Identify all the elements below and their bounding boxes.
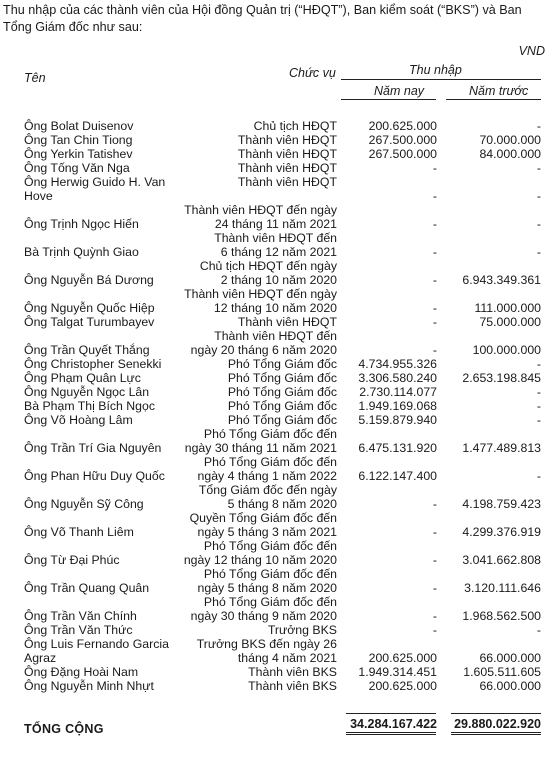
income-prior-year: 84.000.000 bbox=[479, 147, 541, 161]
income-prior-year: - bbox=[536, 357, 541, 371]
member-name: Ông Đặng Hoài Nam bbox=[24, 665, 139, 679]
member-name: Ông Phan Hữu Duy Quốc bbox=[24, 469, 165, 483]
member-name: Ông Nguyễn Ngọc Lân bbox=[24, 385, 150, 399]
member-name: Ông Trịnh Ngọc Hiến bbox=[24, 217, 139, 231]
member-name: Ông Võ Hoàng Lâm bbox=[24, 413, 133, 427]
subtotal-rule-prior bbox=[451, 713, 541, 714]
income-current-year: - bbox=[432, 273, 437, 287]
member-role: Quyền Tổng Giám đốc đến ngày 5 tháng 3 năm 2021 bbox=[189, 511, 337, 539]
member-role: Thành viên HĐQT bbox=[237, 175, 337, 189]
income-current-year: - bbox=[432, 553, 437, 567]
member-name: Ông Nguyễn Sỹ Công bbox=[24, 497, 144, 511]
income-current-year: - bbox=[432, 497, 437, 511]
income-current-year: 4.734.955.326 bbox=[358, 357, 437, 371]
member-role: Chủ tịch HĐQT đến ngày 2 tháng 10 năm 2020 bbox=[199, 259, 337, 287]
member-role: Thành viên BKS bbox=[248, 679, 337, 693]
income-prior-year: - bbox=[536, 623, 541, 637]
header-rule bbox=[341, 79, 541, 80]
income-current-year: - bbox=[432, 301, 437, 315]
income-current-year: 2.730.114.077 bbox=[359, 385, 437, 399]
income-prior-year: - bbox=[536, 161, 541, 175]
income-prior-year: - bbox=[536, 399, 541, 413]
income-current-year: - bbox=[432, 245, 437, 259]
income-current-year: - bbox=[432, 623, 437, 637]
income-current-year: 200.625.000 bbox=[368, 679, 437, 693]
total-double-rule-prior-a bbox=[451, 732, 541, 733]
income-current-year: 1.949.169.068 bbox=[358, 399, 437, 413]
income-prior-year: 4.299.376.919 bbox=[462, 525, 541, 539]
income-current-year: 3.306.580.240 bbox=[358, 371, 437, 385]
income-prior-year: - bbox=[536, 413, 541, 427]
member-name: Ông Nguyễn Quốc Hiệp bbox=[24, 301, 155, 315]
member-role: Thành viên HĐQT bbox=[237, 147, 337, 161]
income-prior-year: 6.943.349.361 bbox=[462, 273, 541, 287]
currency-unit: VND bbox=[518, 44, 545, 58]
total-current-year: 34.284.167.422 bbox=[350, 717, 437, 731]
income-current-year: 200.625.000 bbox=[368, 119, 437, 133]
member-role: Chủ tịch HĐQT bbox=[253, 119, 337, 133]
total-double-rule-current-b bbox=[346, 734, 436, 735]
header-current-year: Năm nay bbox=[374, 84, 425, 98]
total-double-rule-prior-b bbox=[451, 734, 541, 735]
income-prior-year: - bbox=[536, 119, 541, 133]
member-role: Trưởng BKS bbox=[267, 623, 337, 637]
member-name: Ông Tan Chin Tiong bbox=[24, 133, 133, 147]
member-name: Ông Nguyễn Bá Dương bbox=[24, 273, 154, 287]
member-name: Ông Tống Văn Nga bbox=[24, 161, 130, 175]
member-name: Ông Từ Đại Phúc bbox=[24, 553, 120, 567]
member-name: Ông Yerkin Tatishev bbox=[24, 147, 133, 161]
member-name: Ông Herwig Guido H. Van Hove bbox=[24, 175, 166, 203]
income-current-year: - bbox=[432, 189, 437, 203]
member-name: Ông Trần Văn Thức bbox=[24, 623, 133, 637]
income-prior-year: 1.605.511.605 bbox=[463, 665, 541, 679]
member-name: Ông Trần Quang Quân bbox=[24, 581, 150, 595]
income-prior-year: 1.477.489.813 bbox=[462, 441, 541, 455]
member-name: Ông Trần Quyết Thắng bbox=[24, 343, 150, 357]
member-role: Phó Tổng Giám đốc bbox=[227, 371, 337, 385]
member-name: Ông Luis Fernando Garcia Agraz bbox=[24, 637, 169, 665]
member-role: Thành viên HĐQT đến ngày 24 tháng 11 năm 2021 bbox=[184, 203, 337, 231]
total-double-rule-current-a bbox=[346, 732, 436, 733]
member-role: Thành viên HĐQT đến 6 tháng 12 năm 2021 bbox=[214, 231, 337, 259]
member-role: Phó Tổng Giám đốc đến ngày 30 tháng 11 năm 2021 bbox=[184, 427, 337, 455]
member-name: Ông Trần Trí Gia Nguyên bbox=[24, 441, 162, 455]
income-current-year: - bbox=[432, 343, 437, 357]
member-role: Phó Tổng Giám đốc đến ngày 5 tháng 8 năm 2020 bbox=[197, 567, 337, 595]
member-name: Ông Trần Văn Chính bbox=[24, 609, 137, 623]
member-role: Thành viên HĐQT bbox=[237, 315, 337, 329]
member-role: Phó Tổng Giám đốc bbox=[227, 399, 337, 413]
income-prior-year: - bbox=[536, 189, 541, 203]
header-underline-prior bbox=[446, 99, 541, 100]
income-prior-year: 100.000.000 bbox=[472, 343, 541, 357]
income-prior-year: - bbox=[536, 217, 541, 231]
income-prior-year: - bbox=[536, 245, 541, 259]
member-role: Phó Tổng Giám đốc đến ngày 30 tháng 9 năm 2020 bbox=[190, 595, 337, 623]
income-prior-year: - bbox=[536, 469, 541, 483]
income-current-year: 200.625.000 bbox=[368, 651, 437, 665]
income-current-year: - bbox=[432, 581, 437, 595]
income-current-year: 5.159.879.940 bbox=[358, 413, 437, 427]
member-role: Thành viên HĐQT bbox=[237, 161, 337, 175]
income-prior-year: 3.041.662.808 bbox=[462, 553, 541, 567]
income-current-year: - bbox=[432, 161, 437, 175]
member-role: Phó Tổng Giám đốc đến ngày 12 tháng 10 năm 2020 bbox=[183, 539, 337, 567]
income-prior-year: 2.653.198.845 bbox=[462, 371, 541, 385]
income-prior-year: 1.968.562.500 bbox=[462, 609, 541, 623]
income-current-year: 1.949.314.451 bbox=[358, 665, 437, 679]
member-role: Phó Tổng Giám đốc bbox=[227, 413, 337, 427]
member-name: Ông Christopher Senekki bbox=[24, 357, 162, 371]
income-current-year: 267.500.000 bbox=[368, 133, 437, 147]
income-current-year: 6.475.131.920 bbox=[358, 441, 437, 455]
member-name: Ông Bolat Duisenov bbox=[24, 119, 134, 133]
income-current-year: 267.500.000 bbox=[368, 147, 437, 161]
header-role: Chức vụ bbox=[289, 66, 336, 80]
total-prior-year: 29.880.022.920 bbox=[454, 717, 541, 731]
header-prior-year: Năm trước bbox=[469, 84, 529, 98]
income-current-year: - bbox=[432, 217, 437, 231]
member-role: Thành viên HĐQT bbox=[237, 133, 337, 147]
header-underline-current bbox=[341, 99, 436, 100]
income-current-year: - bbox=[432, 315, 437, 329]
member-name: Ông Talgat Turumbayev bbox=[24, 315, 155, 329]
member-role: Thành viên BKS bbox=[248, 665, 337, 679]
total-label: TỔNG CỘNG bbox=[24, 722, 104, 736]
member-role: Phó Tổng Giám đốc đến ngày 4 tháng 1 năm 2022 bbox=[197, 455, 337, 483]
intro-paragraph: Thu nhập của các thành viên của Hội đồng Quản trị (“HĐQT”), Ban kiểm soát (“BKS”) và Ban Tổng Giám đốc như sau: bbox=[3, 3, 522, 34]
member-name: Ông Nguyễn Minh Nhựt bbox=[24, 679, 154, 693]
income-prior-year: 75.000.000 bbox=[479, 315, 541, 329]
income-current-year: 6.122.147.400 bbox=[358, 469, 437, 483]
member-role: Phó Tổng Giám đốc bbox=[227, 357, 337, 371]
subtotal-rule-current bbox=[346, 713, 436, 714]
member-name: Bà Trịnh Quỳnh Giao bbox=[24, 245, 139, 259]
income-prior-year: 70.000.000 bbox=[479, 133, 541, 147]
member-role: Phó Tổng Giám đốc bbox=[227, 385, 337, 399]
income-prior-year: 111.000.000 bbox=[474, 301, 541, 315]
member-role: Tổng Giám đốc đến ngày 5 tháng 8 năm 2020 bbox=[198, 483, 337, 511]
income-current-year: - bbox=[432, 609, 437, 623]
income-prior-year: 4.198.759.423 bbox=[462, 497, 541, 511]
member-role: Trưởng BKS đến ngày 26 tháng 4 năm 2021 bbox=[196, 637, 337, 665]
member-name: Bà Phạm Thị Bích Ngọc bbox=[24, 399, 156, 413]
income-prior-year: - bbox=[536, 385, 541, 399]
header-income: Thu nhập bbox=[409, 63, 462, 77]
member-role: Thành viên HĐQT đến ngày 20 tháng 6 năm 2020 bbox=[190, 329, 337, 357]
income-current-year: - bbox=[432, 525, 437, 539]
member-name: Ông Phạm Quân Lực bbox=[24, 371, 141, 385]
member-role: Thành viên HĐQT đến ngày 12 tháng 10 năm 2020 bbox=[184, 287, 337, 315]
income-prior-year: 3.120.111.646 bbox=[464, 581, 541, 595]
income-prior-year: 66.000.000 bbox=[479, 679, 541, 693]
header-name: Tên bbox=[24, 71, 46, 85]
member-name: Ông Võ Thanh Liêm bbox=[24, 525, 134, 539]
income-prior-year: 66.000.000 bbox=[479, 651, 541, 665]
